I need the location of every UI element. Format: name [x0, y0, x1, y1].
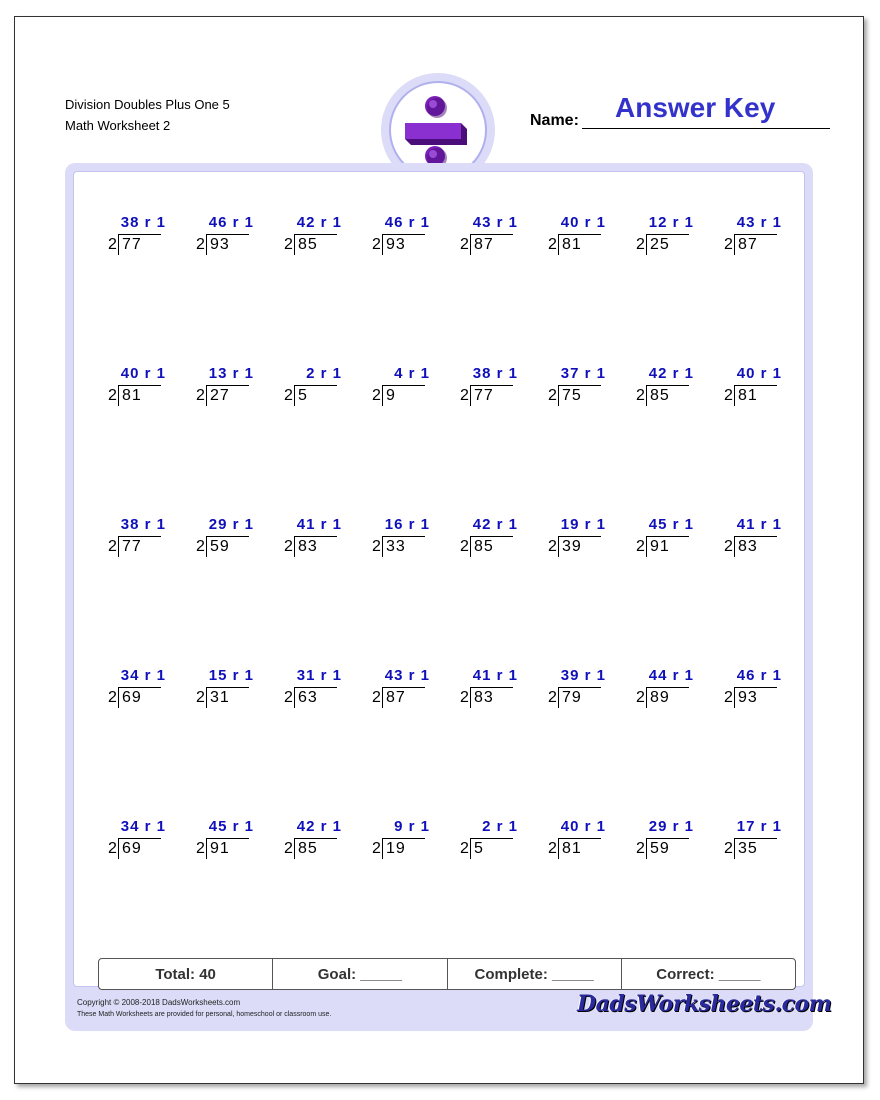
dividend: 93 [738, 689, 758, 706]
worksheet-page [14, 16, 864, 1084]
divisor: 2 [372, 387, 381, 404]
dividend: 87 [386, 689, 406, 706]
divisor: 2 [548, 236, 557, 253]
divisor: 2 [724, 387, 733, 404]
division-problem [636, 818, 706, 868]
quotient-answer: 37 r 1 [560, 365, 606, 382]
dividend: 87 [474, 236, 494, 253]
dividend: 69 [122, 689, 142, 706]
quotient-answer: 2 r 1 [482, 818, 518, 835]
quotient-answer: 17 r 1 [736, 818, 782, 835]
problems-area [73, 171, 805, 987]
dividend: 33 [386, 538, 406, 555]
copyright-text: Copyright © 2008-2018 DadsWorksheets.com [77, 998, 241, 1007]
divisor: 2 [108, 840, 117, 857]
dividend: 87 [738, 236, 758, 253]
quotient-answer: 41 r 1 [736, 516, 782, 533]
divisor: 2 [724, 236, 733, 253]
dividend: 39 [562, 538, 582, 555]
quotient-answer: 40 r 1 [560, 214, 606, 231]
quotient-answer: 2 r 1 [306, 365, 342, 382]
division-problem [284, 516, 354, 566]
division-problem [460, 516, 530, 566]
quotient-answer: 15 r 1 [208, 667, 254, 684]
division-problem [548, 818, 618, 868]
divisor: 2 [196, 387, 205, 404]
division-problem [196, 214, 266, 264]
problem-grid [108, 214, 808, 894]
dividend: 77 [122, 538, 142, 555]
quotient-answer: 12 r 1 [648, 214, 694, 231]
division-problem [284, 667, 354, 717]
divisor: 2 [636, 538, 645, 555]
answer-key-label: Answer Key [615, 92, 776, 123]
dividend: 85 [298, 236, 318, 253]
division-problem [460, 365, 530, 415]
division-problem [284, 214, 354, 264]
quotient-answer: 43 r 1 [384, 667, 430, 684]
quotient-answer: 39 r 1 [560, 667, 606, 684]
dividend: 19 [386, 840, 406, 857]
quotient-answer: 43 r 1 [736, 214, 782, 231]
divisor: 2 [108, 236, 117, 253]
dividend: 81 [562, 840, 582, 857]
divisor: 2 [636, 236, 645, 253]
divisor: 2 [372, 236, 381, 253]
divisor: 2 [460, 689, 469, 706]
division-problem [460, 667, 530, 717]
division-problem [724, 365, 794, 415]
goal-cell[interactable]: Goal: _____ [273, 959, 447, 989]
worksheet-title: Division Doubles Plus One 5 [65, 97, 230, 112]
divisor: 2 [372, 840, 381, 857]
name-label: Name: [530, 112, 579, 129]
dividend: 27 [210, 387, 230, 404]
dividend: 85 [298, 840, 318, 857]
dividend: 77 [474, 387, 494, 404]
dividend: 79 [562, 689, 582, 706]
division-problem [724, 818, 794, 868]
divisor: 2 [636, 689, 645, 706]
dividend: 83 [738, 538, 758, 555]
division-problem [548, 214, 618, 264]
division-problem [284, 365, 354, 415]
dividend: 59 [650, 840, 670, 857]
quotient-answer: 41 r 1 [296, 516, 342, 533]
division-problem [372, 214, 442, 264]
divisor: 2 [372, 689, 381, 706]
division-problem [724, 667, 794, 717]
quotient-answer: 40 r 1 [120, 365, 166, 382]
quotient-answer: 38 r 1 [472, 365, 518, 382]
divisor: 2 [548, 387, 557, 404]
quotient-answer: 29 r 1 [648, 818, 694, 835]
divisor: 2 [372, 538, 381, 555]
dividend: 35 [738, 840, 758, 857]
worksheet-subtitle: Math Worksheet 2 [65, 118, 171, 133]
division-problem [196, 365, 266, 415]
problems-frame [65, 163, 832, 1031]
divisor: 2 [196, 689, 205, 706]
divisor: 2 [460, 387, 469, 404]
division-problem [108, 214, 178, 264]
dividend: 85 [650, 387, 670, 404]
quotient-answer: 42 r 1 [648, 365, 694, 382]
division-problem [108, 516, 178, 566]
divisor: 2 [724, 840, 733, 857]
quotient-answer: 40 r 1 [736, 365, 782, 382]
division-problem [724, 214, 794, 264]
quotient-answer: 41 r 1 [472, 667, 518, 684]
dividend: 75 [562, 387, 582, 404]
divisor: 2 [284, 689, 293, 706]
divisor: 2 [636, 387, 645, 404]
division-problem [196, 516, 266, 566]
divisor: 2 [284, 387, 293, 404]
divisor: 2 [284, 840, 293, 857]
dividend: 81 [122, 387, 142, 404]
name-field-line[interactable] [582, 128, 830, 129]
dividend: 91 [210, 840, 230, 857]
quotient-answer: 46 r 1 [736, 667, 782, 684]
division-problem [460, 214, 530, 264]
divisor: 2 [460, 236, 469, 253]
division-problem [636, 667, 706, 717]
total-cell: Total: 40 [99, 959, 273, 989]
dividend: 93 [210, 236, 230, 253]
divisor: 2 [196, 840, 205, 857]
score-bar [98, 958, 796, 990]
quotient-answer: 34 r 1 [120, 667, 166, 684]
division-problem [372, 516, 442, 566]
quotient-answer: 4 r 1 [394, 365, 430, 382]
division-problem [460, 818, 530, 868]
divisor: 2 [108, 689, 117, 706]
quotient-answer: 45 r 1 [648, 516, 694, 533]
division-problem [108, 667, 178, 717]
quotient-answer: 19 r 1 [560, 516, 606, 533]
dividend: 9 [386, 387, 396, 404]
quotient-answer: 38 r 1 [120, 516, 166, 533]
quotient-answer: 42 r 1 [472, 516, 518, 533]
division-problem [548, 365, 618, 415]
divisor: 2 [460, 840, 469, 857]
divisor: 2 [724, 689, 733, 706]
quotient-answer: 42 r 1 [296, 214, 342, 231]
dividend: 91 [650, 538, 670, 555]
divisor: 2 [548, 689, 557, 706]
divisor: 2 [284, 538, 293, 555]
dividend: 85 [474, 538, 494, 555]
dividend: 59 [210, 538, 230, 555]
quotient-answer: 46 r 1 [384, 214, 430, 231]
division-problem [548, 667, 618, 717]
divisor: 2 [548, 538, 557, 555]
division-problem [108, 365, 178, 415]
brand-logo: DadsWorksheets.com [577, 991, 832, 1017]
division-problem [196, 667, 266, 717]
correct-cell[interactable]: Correct: _____ [656, 965, 761, 983]
quotient-answer: 38 r 1 [120, 214, 166, 231]
division-problem [372, 365, 442, 415]
divisor: 2 [636, 840, 645, 857]
division-problem [548, 516, 618, 566]
dividend: 83 [298, 538, 318, 555]
quotient-answer: 29 r 1 [208, 516, 254, 533]
quotient-answer: 31 r 1 [296, 667, 342, 684]
divisor: 2 [460, 538, 469, 555]
divisor: 2 [196, 236, 205, 253]
dividend: 31 [210, 689, 230, 706]
dividend: 25 [650, 236, 670, 253]
dividend: 5 [474, 840, 484, 857]
division-problem [724, 516, 794, 566]
quotient-answer: 16 r 1 [384, 516, 430, 533]
dividend: 81 [562, 236, 582, 253]
divisor: 2 [724, 538, 733, 555]
division-problem [108, 818, 178, 868]
quotient-answer: 42 r 1 [296, 818, 342, 835]
dividend: 81 [738, 387, 758, 404]
quotient-answer: 43 r 1 [472, 214, 518, 231]
division-problem [636, 516, 706, 566]
quotient-answer: 13 r 1 [208, 365, 254, 382]
dividend: 69 [122, 840, 142, 857]
quotient-answer: 45 r 1 [208, 818, 254, 835]
divisor: 2 [196, 538, 205, 555]
dividend: 5 [298, 387, 308, 404]
divisor: 2 [284, 236, 293, 253]
divisor: 2 [108, 387, 117, 404]
dividend: 89 [650, 689, 670, 706]
dividend: 83 [474, 689, 494, 706]
usage-notice: These Math Worksheets are provided for personal, homeschool or classroom use. [77, 1011, 332, 1018]
dividend: 77 [122, 236, 142, 253]
division-problem [636, 365, 706, 415]
complete-cell[interactable]: Complete: _____ [448, 959, 622, 989]
divisor: 2 [108, 538, 117, 555]
quotient-answer: 34 r 1 [120, 818, 166, 835]
dividend: 93 [386, 236, 406, 253]
quotient-answer: 46 r 1 [208, 214, 254, 231]
division-problem [196, 818, 266, 868]
division-problem [636, 214, 706, 264]
dividend: 63 [298, 689, 318, 706]
quotient-answer: 40 r 1 [560, 818, 606, 835]
quotient-answer: 44 r 1 [648, 667, 694, 684]
quotient-answer: 9 r 1 [394, 818, 430, 835]
divisor: 2 [548, 840, 557, 857]
division-problem [372, 667, 442, 717]
division-problem [372, 818, 442, 868]
division-problem [284, 818, 354, 868]
